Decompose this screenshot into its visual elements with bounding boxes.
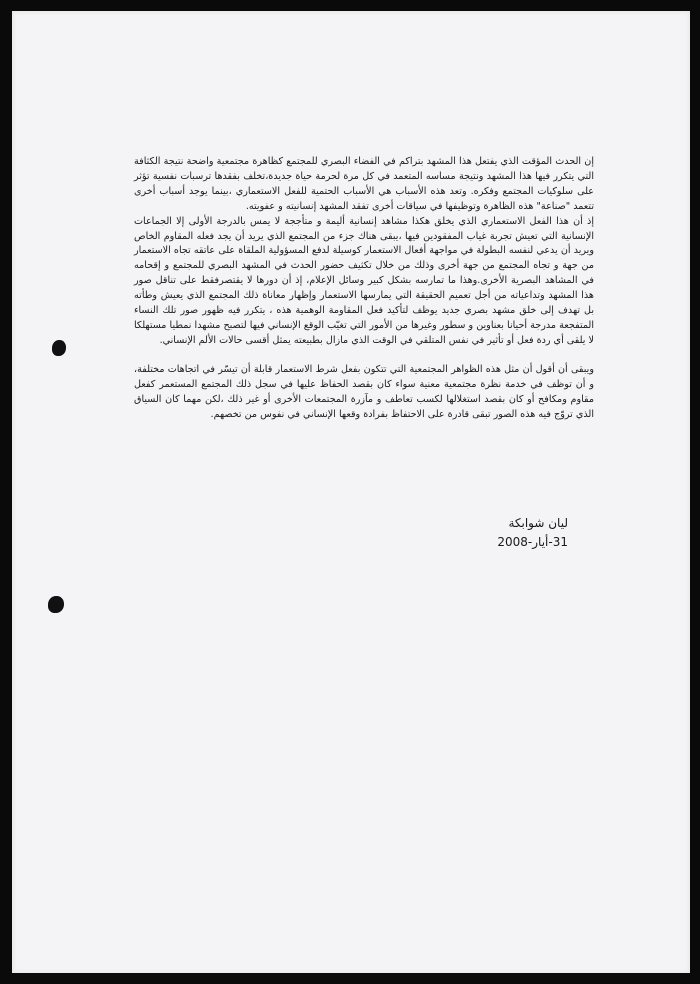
paragraph-3: ويبقى أن أقول أن مثل هذه الظواهر المجتمعية التي تتكون بفعل شرط الاستعمار قابلة أن تيسّر في اتجاهات مختلفة، و أن توظف في خدمة نظرة مجتمعية معنية سواء كان بقصد الحفاظ عليها في سجل ذلك المجتمع المستعمر كفعل مقاوم ومكافح أو كان بقصد استغلالها لكسب تعاطف و مآزرة المجتمعات الأخرى أو غير ذلك ،لكن مهما كان السياق الذي تروّج فيه هذه الصور تبقى قادرة على الاحتفاظ بفرادة وقعها الإنساني في نفوس من تخصهم. [134,363,594,420]
paragraph-2: إذ أن هذا الفعل الاستعماري الذي يخلق هكذا مشاهد إنسانية أليمة و متأججة لا يمس بالدرجة الأولى إلا الجماعات الإنسانية التي تعيش تجربة غياب المفقودين فيها ،يبقى هناك جزء من المجتمع الذي يريد أن يجد فعله المقاوم الخاص ويريد أن يدعي لنفسه البطولة في مواجهة أفعال الاستعمار كوسيلة لدفع المسؤولية الملقاة على عاتقه تجاه الاستعمار من جهة و تجاه المجتمع من جهة أخرى وذلك من خلال تكثيف حضور الحدث في المشهد البصري للمجتمع و إقحامه في المشاهد البصرية الأخرى.وهذا ما تمارسه بشكل كبير وسائل الإعلام، إذ أن دورها لا يقتصرفقط على تناقل صور هذا المشهد وتداعياته من أجل تعميم الحقيقة التي يمارسها الاستعمار وإظهار معاناة ذلك المجتمع الذي يعيش وطأته بل تهدف إلى خلق مشهد بصري جديد يوظف لتأكيد فعل المقاومة الوهمية هذه ، يتكرر فيه ظهور صور تلك النساء المتفجعة مدرجة أحيانا بعناوين و سطور وغيرها من الأمور التي تغيّب الوقع الإنساني فيها لتصبح مشهدا نمطيا مستهلكا لا يلقى أي ردة فعل أو تأثير في نفس المتلقي في الوقت الذي مازال بطبيعته يمثل أقسى حالات الألم الإنساني. [134,215,594,346]
author-name: ليان شوابكة [508,516,568,530]
punch-hole-bottom [48,596,64,613]
paragraph-1: إن الحدث المؤقت الذي يفتعل هذا المشهد بتراكم في الفضاء البصري للمجتمع كظاهرة مجتمعية واضحة نتيجة الكثافة التي يتكرر فيها هذا المشهد ونتيجة مساسه المتعمد في كل مرة لحرمة حياة جديدة،تخلف بفقدها ترسبات نفسية تؤثر على سلوكيات المجتمع وفكره. وتعد هذه الأسباب هي الأسباب الحتمية للفعل الاستعماري ،بينما يوجد أسباب أخرى تتعمد "صناعة" هذه الظاهرة وتوظيفها في سياقات أخرى تفقد المشهد إنسانيته و عفويته. [134,156,594,212]
document-date: 31-أيار-2008 [497,535,568,549]
paper-sheet [12,11,690,973]
punch-hole-top [52,340,66,356]
document-body [134,155,594,422]
signature-block [497,514,568,552]
